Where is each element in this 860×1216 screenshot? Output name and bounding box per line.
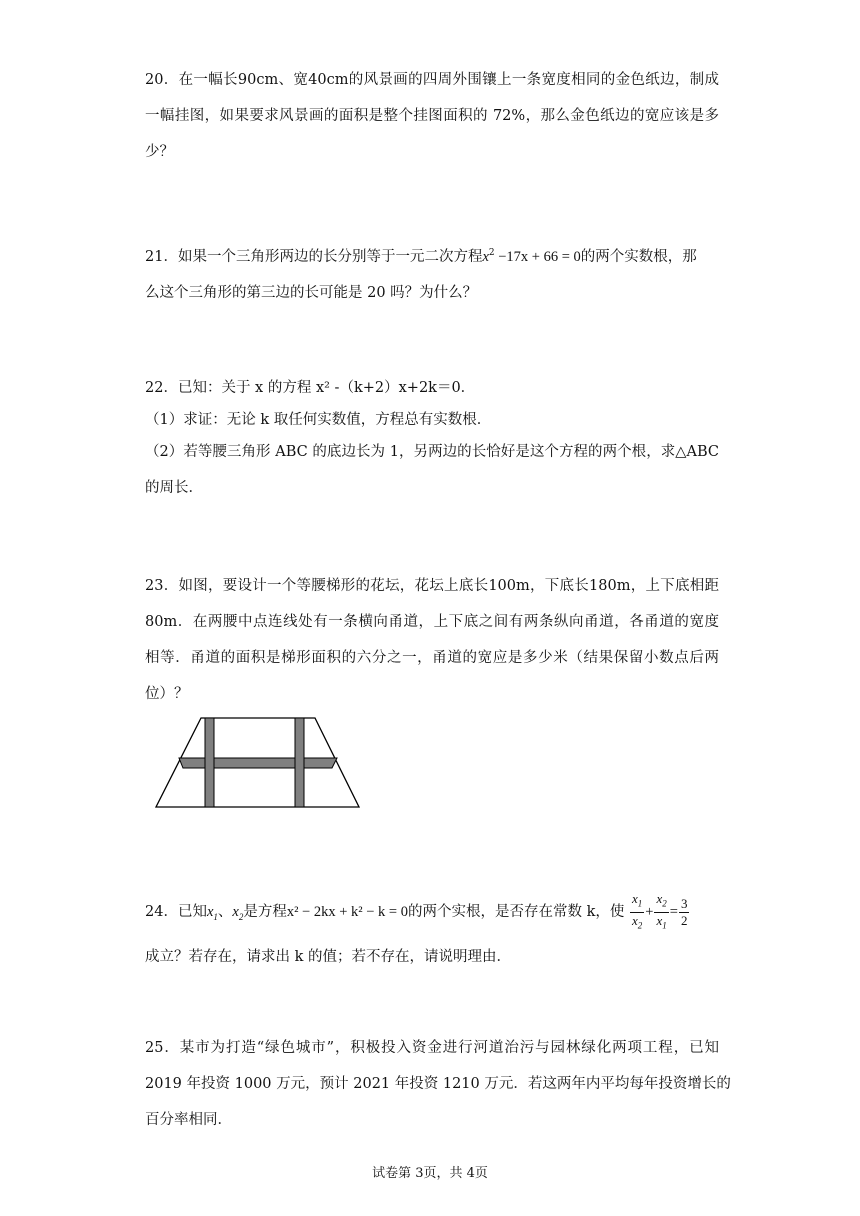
vertical-path-left [205, 718, 214, 807]
q21-equation-x: x [482, 248, 489, 265]
question-20 [145, 62, 719, 170]
vertical-path-right [295, 718, 304, 807]
q24-mid3: 的两个实根，是否存在常数 k，使 [407, 904, 625, 921]
q24-frac-result: $\frac{3}{2}$ [680, 895, 688, 928]
q24-x2: $x_2$ [232, 904, 244, 922]
q22-part2-end: 的周长． [145, 480, 203, 496]
q20-line2: 一幅挂图，如果要求风景画的面积是整个挂图面积的 72%，那么金色纸边的宽应该是多 [145, 108, 719, 124]
question-24 [145, 891, 725, 975]
q24-mid2: 是方程 [243, 904, 287, 921]
q21-suffix: 的两个实数根，那 [580, 248, 697, 265]
q24-mid1: 、 [217, 904, 233, 921]
q24-x1: $x_1$ [206, 904, 218, 922]
q25-line2: 2019 年投资 1000 万元，预计 2021 年投资 1210 万元．若这两年内平均每年投资增长的 [145, 1076, 731, 1092]
q21-prefix: 21．如果一个三角形两边的长分别等于一元二次方程 [145, 248, 483, 265]
q21-line2: 么这个三角形的第三边的长可能是 20 吗？为什么？ [145, 284, 478, 301]
q22-part1: （1）求证：无论 k 取任何实数值，方程总有实数根． [145, 412, 492, 428]
q23-line1: 23．如图，要设计一个等腰梯形的花坛，花坛上底长100m，下底长180m，上下底相距 [145, 578, 719, 594]
q23-line3: 相等．甬道的面积是梯形面积的六分之一，甬道的宽应是多少米（结果保留小数点后两 [145, 650, 719, 666]
q23-line4: 位）？ [145, 686, 189, 702]
q23-line2: 80m．在两腰中点连线处有一条横向甬道，上下底之间有两条纵向甬道，各甬道的宽度 [145, 614, 719, 630]
question-23 [145, 568, 719, 712]
q20-line3: 少？ [145, 144, 174, 160]
q21-line1 [145, 235, 719, 275]
q25-line1: 25．某市为打造“绿色城市”，积极投入资金进行河道治污与园林绿化两项工程，已知 [145, 1040, 719, 1056]
question-25 [145, 1030, 731, 1138]
page-footer: 试卷第 3页，共 4页 [372, 1166, 488, 1181]
q25-line3: 百分率相同． [145, 1112, 232, 1128]
trapezoid-garden-figure [150, 712, 366, 812]
q24-frac-x2-x1: $\frac{x_2}{x_1}$ [656, 891, 667, 931]
q24-frac-x1-x2: $\frac{x_1}{x_2}$ [632, 891, 643, 931]
q24-line2: 成立？若存在，请求出 k 的值；若不存在，请说明理由． [145, 948, 512, 965]
q21-equation-exp: 2 [488, 248, 495, 258]
question-21 [145, 235, 719, 311]
q24-line1: 24．已知$x_1$、$x_2$是方程x² − 2kx + k² − k = 0的两个实根，是否存在常数 k，使 $\frac{x_1}{x_2}$ + $\frac{x_2}{x_1}$ = $\frac{3}{2}$ [145, 891, 725, 935]
question-22 [145, 370, 719, 506]
q21-equation-rest: −17x + 66 = 0 [494, 248, 581, 265]
horizontal-path [179, 758, 337, 768]
q22-part2: （2）若等腰三角形 ABC 的底边长为 1，另两边的长恰好是这个方程的两个根，求△ABC [145, 444, 719, 460]
q20-line1: 20．在一幅长90cm、宽40cm的风景画的四周外围镶上一条宽度相同的金色纸边，制成 [145, 72, 719, 88]
q24-equation: x² − 2kx + k² − k = 0 [286, 904, 408, 921]
q24-prefix: 24．已知 [145, 904, 207, 921]
q22-line1: 22．已知：关于 x 的方程 x² -（k+2）x+2k＝0． [145, 380, 476, 396]
